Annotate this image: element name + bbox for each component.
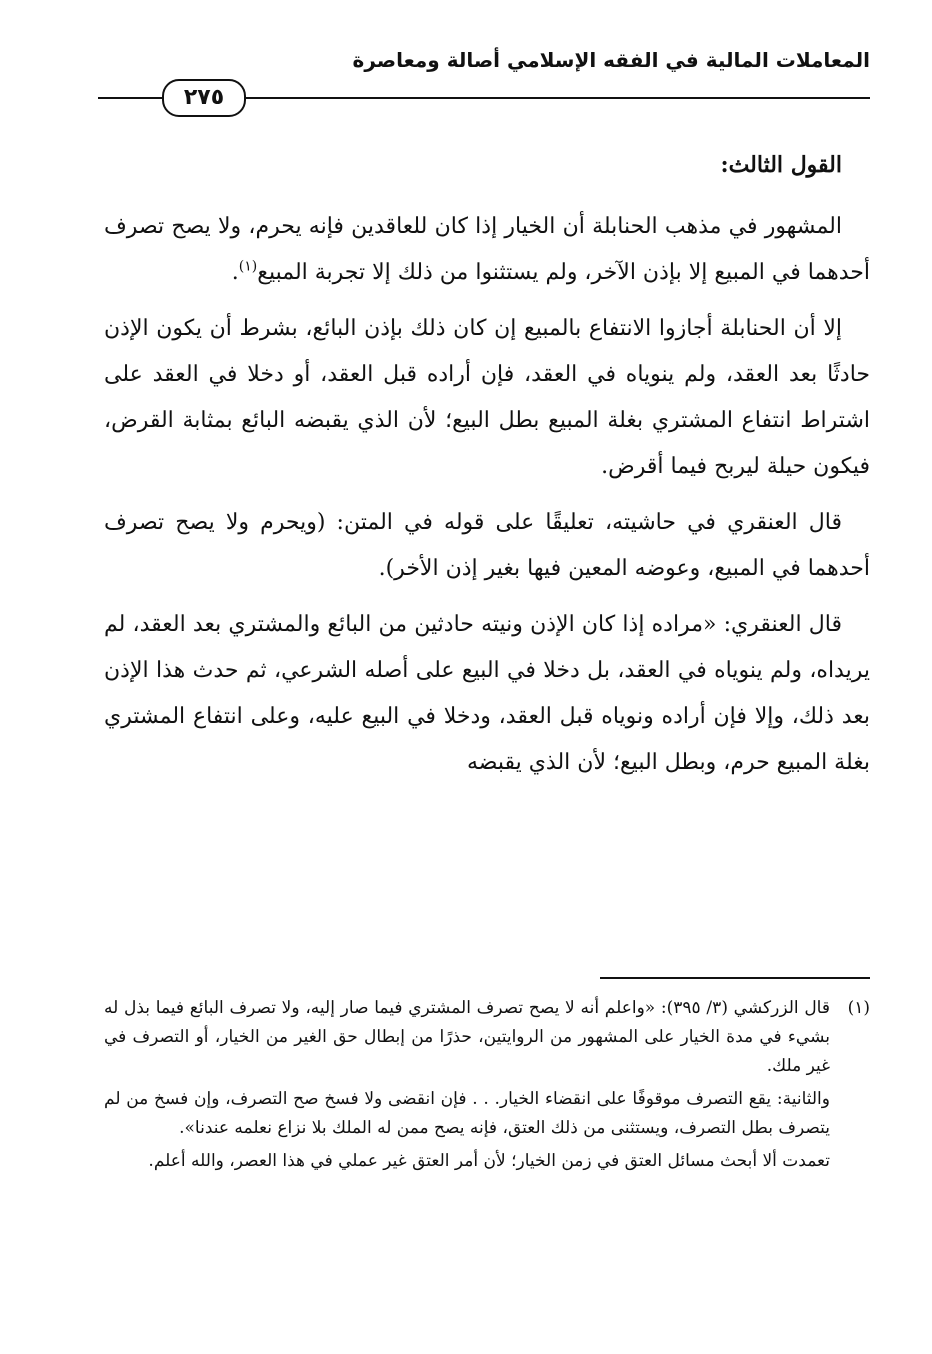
paragraph-2: إلا أن الحنابلة أجازوا الانتفاع بالمبيع إن كان ذلك بإذن البائع، بشرط أن يكون الإذن حادثًا بعد العقد، ولم ينوياه في العقد، فإن أراده قبل العقد، أو دخلا في العقد على اشتراط انتفاع المشتري بغلة المبيع بطل البيع؛ لأن الذي يقبضه البائع بمثابة القرض، فيكون حيلة ليربح فيما أقرض. [104, 316, 870, 479]
main-text [104, 142, 870, 796]
page-number: ٢٧٥ [162, 79, 246, 117]
paragraph-1-text: المشهور في مذهب الحنابلة أن الخيار إذا كان للعاقدين فإنه يحرم، ولا يصح تصرف أحدهما في المبيع إلا بإذن الآخر، ولم يستثنوا من ذلك إلا تجربة المبيع [104, 214, 870, 285]
footnote-separator [600, 977, 870, 979]
footnotes [104, 994, 870, 1180]
footnote-1-paragraph-2: والثانية: يقع التصرف موقوفًا على انقضاء الخيار. . . فإن انقضى ولا فسخ صح التصرف، وإن فسخ من لم يتصرف بطل التصرف، ويستثنى من ذلك العتق، فإنه يصح ممن له الملك بلا نزاع نعلمه عندنا». [104, 1089, 830, 1138]
paragraph-1-end: . [231, 260, 239, 285]
paragraph-3: قال العنقري في حاشيته، تعليقًا على قوله في المتن: (ويحرم ولا يصح تصرف أحدهما في المبيع، وعوضه المعين فيها بغير إذن الأخر). [104, 510, 870, 581]
footnote-reference: (١) [238, 258, 258, 275]
section-heading: القول الثالث: [720, 152, 842, 178]
running-header-title: المعاملات المالية في الفقه الإسلامي أصالة ومعاصرة [352, 48, 870, 72]
footnote-1 [104, 994, 870, 1081]
footnote-1-paragraph-3: تعمدت ألا أبحث مسائل العتق في زمن الخيار؛ لأن أمر العتق غير عملي في هذا العصر، والله أعلم. [148, 1151, 830, 1171]
footnote-number: (١) [847, 998, 870, 1018]
paragraph-1 [104, 204, 870, 296]
paragraph-4: قال العنقري: «مراده إذا كان الإذن ونيته حادثين من البائع والمشتري بعد العقد، لم يريداه، ولم ينوياه في العقد، بل دخلا في البيع على أصله الشرعي، ثم حدث هذا الإذن بعد ذلك، وإلا فإن أراده ونوياه قبل العقد، ودخلا في البيع عليه، وعلى انتفاع المشتري بغلة المبيع حرم، وبطل البيع؛ لأن الذي يقبضه [104, 612, 870, 775]
footnote-text: قال الزركشي (٣/ ٣٩٥): «واعلم أنه لا يصح تصرف المشتري فيما صار إليه، ولا تصرف البائع فيما بذل له بشيء في مدة الخيار على المشهور من الروايتين، حذرًا من إبطال حق الغير من الخيار، أو التصرف في غير ملك. [104, 998, 830, 1076]
